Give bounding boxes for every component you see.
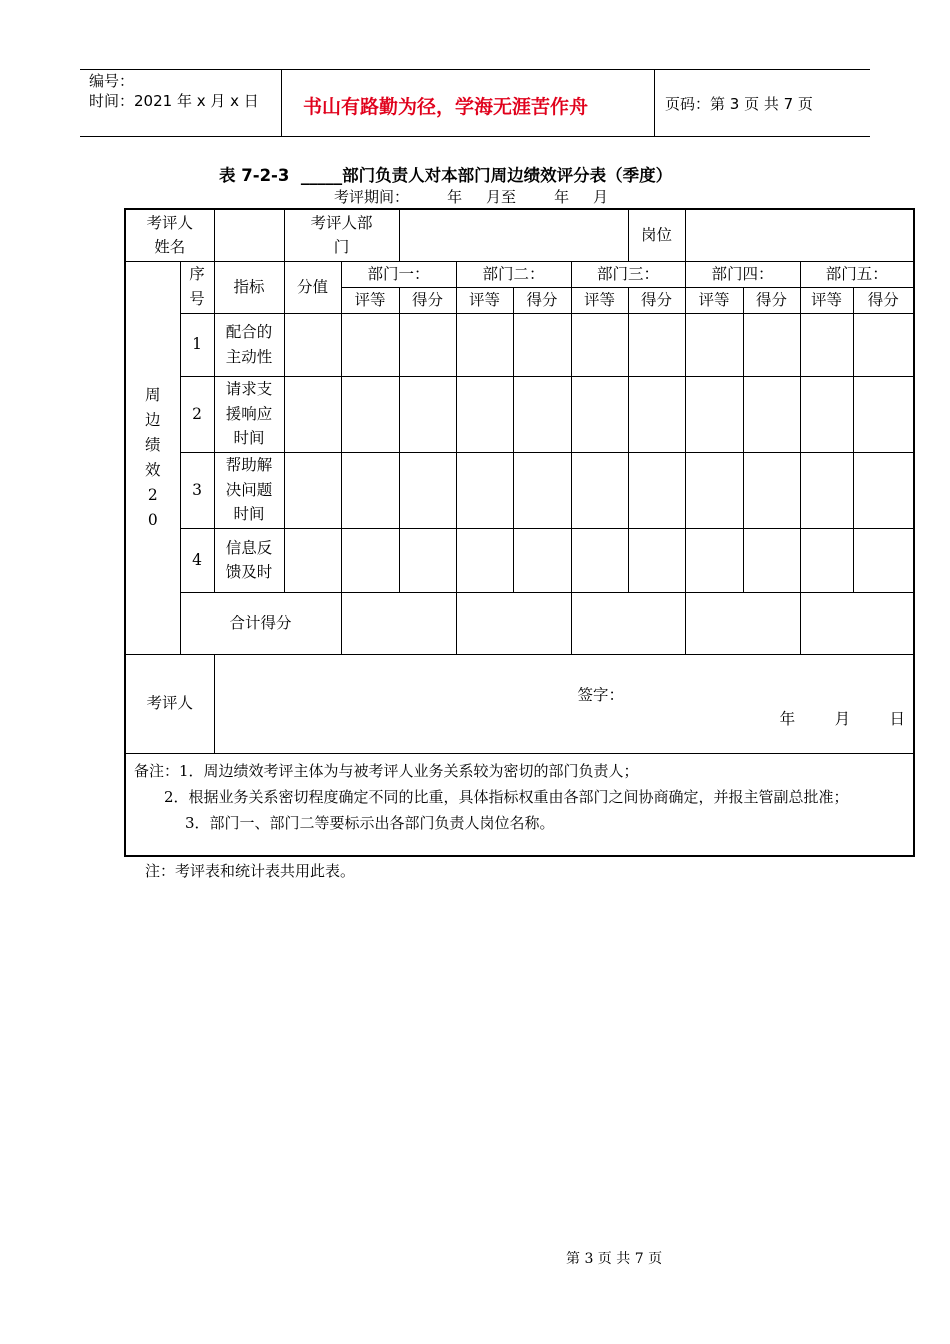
dept-1-header: 部门一： <box>341 261 456 287</box>
score-cell[interactable] <box>743 452 800 528</box>
rating-header: 评等 <box>685 287 743 313</box>
score-header: 得分 <box>399 287 456 313</box>
total-row <box>125 592 914 654</box>
appraiser-name-label: 考评人姓名 <box>125 209 214 261</box>
score-cell[interactable] <box>628 528 685 592</box>
rating-cell[interactable] <box>341 528 399 592</box>
table-row <box>125 452 914 528</box>
position-field[interactable] <box>685 209 914 261</box>
table-row <box>125 376 914 452</box>
score-value-cell[interactable] <box>284 376 341 452</box>
score-value-cell[interactable] <box>284 528 341 592</box>
score-cell[interactable] <box>399 376 456 452</box>
rating-cell[interactable] <box>456 528 513 592</box>
dept-3-header: 部门三： <box>571 261 685 287</box>
rating-cell[interactable] <box>571 528 628 592</box>
page-footer: 第 3 页 共 7 页 <box>566 1251 663 1267</box>
score-value-header: 分值 <box>284 261 341 313</box>
score-cell[interactable] <box>513 313 571 376</box>
rating-cell[interactable] <box>571 376 628 452</box>
score-cell[interactable] <box>853 528 914 592</box>
signature-date: 年 月 日 <box>779 709 905 728</box>
appraiser-label: 考评人 <box>125 654 214 753</box>
doc-time-label: 时间：2021 年 x 月 x 日 <box>89 92 259 110</box>
rating-cell[interactable] <box>456 376 513 452</box>
total-dept-3[interactable] <box>571 592 685 654</box>
dept-5-header: 部门五： <box>800 261 914 287</box>
header-bottom-rule <box>80 136 870 137</box>
category-label: 周边绩效20 <box>144 385 161 529</box>
score-cell[interactable] <box>513 376 571 452</box>
rating-header: 评等 <box>571 287 628 313</box>
table-row <box>125 313 914 376</box>
rating-header: 评等 <box>800 287 853 313</box>
score-cell[interactable] <box>513 528 571 592</box>
score-cell[interactable] <box>399 452 456 528</box>
row-number: 4 <box>180 528 214 592</box>
motto: 书山有路勤为径，学海无涯苦作舟 <box>303 96 589 118</box>
score-cell[interactable] <box>628 376 685 452</box>
rating-cell[interactable] <box>800 313 853 376</box>
total-dept-2[interactable] <box>456 592 571 654</box>
score-cell[interactable] <box>853 376 914 452</box>
signature-label: 签字： <box>577 685 625 704</box>
header-divider <box>654 69 655 136</box>
score-cell[interactable] <box>399 313 456 376</box>
note-line-1: 备注：1．周边绩效考评主体为与被考评人业务关系较为密切的部门负责人； <box>134 761 639 780</box>
signature-area[interactable] <box>214 654 914 753</box>
rating-cell[interactable] <box>456 452 513 528</box>
category-cell <box>125 261 180 654</box>
appraisal-table <box>124 208 915 857</box>
score-cell[interactable] <box>853 313 914 376</box>
score-header: 得分 <box>853 287 914 313</box>
score-cell[interactable] <box>743 528 800 592</box>
rating-cell[interactable] <box>571 313 628 376</box>
rating-cell[interactable] <box>800 528 853 592</box>
score-cell[interactable] <box>743 313 800 376</box>
header-top-rule <box>80 69 870 70</box>
rating-cell[interactable] <box>800 452 853 528</box>
score-value-cell[interactable] <box>284 452 341 528</box>
rating-cell[interactable] <box>341 313 399 376</box>
total-dept-1[interactable] <box>341 592 456 654</box>
notes-cell <box>125 753 914 856</box>
rating-header: 评等 <box>456 287 513 313</box>
total-dept-4[interactable] <box>685 592 800 654</box>
score-cell[interactable] <box>628 452 685 528</box>
score-cell[interactable] <box>399 528 456 592</box>
score-header: 得分 <box>513 287 571 313</box>
score-header: 得分 <box>628 287 685 313</box>
rating-cell[interactable] <box>456 313 513 376</box>
dept-4-header: 部门四： <box>685 261 800 287</box>
total-dept-5[interactable] <box>800 592 914 654</box>
score-cell[interactable] <box>853 452 914 528</box>
row-number: 3 <box>180 452 214 528</box>
row-number: 1 <box>180 313 214 376</box>
appraiser-name-field[interactable] <box>214 209 284 261</box>
rating-header: 评等 <box>341 287 399 313</box>
score-header: 得分 <box>743 287 800 313</box>
footnote: 注：考评表和统计表共用此表。 <box>145 862 356 880</box>
appraiser-dept-field[interactable] <box>399 209 628 261</box>
score-cell[interactable] <box>743 376 800 452</box>
rating-cell[interactable] <box>685 528 743 592</box>
rating-cell[interactable] <box>571 452 628 528</box>
score-cell[interactable] <box>628 313 685 376</box>
appraiser-dept-label: 考评人部门 <box>284 209 399 261</box>
page-title: 表 7-2-3 _____部门负责人对本部门周边绩效评分表（季度） <box>219 166 673 185</box>
score-value-cell[interactable] <box>284 313 341 376</box>
indicator-name: 请求支援响应时间 <box>214 376 284 452</box>
note-line-2: 2．根据业务关系密切程度确定不同的比重，具体指标权重由各部门之间协商确定，并报主管副总批准； <box>164 787 849 806</box>
dept-2-header: 部门二： <box>456 261 571 287</box>
note-line-3: 3．部门一、部门二等要标示出各部门负责人岗位名称。 <box>185 813 555 832</box>
rating-cell[interactable] <box>341 376 399 452</box>
indicator-name: 配合的主动性 <box>214 313 284 376</box>
seq-header: 序号 <box>180 261 214 313</box>
row-number: 2 <box>180 376 214 452</box>
indicator-name: 信息反馈及时 <box>214 528 284 592</box>
rating-cell[interactable] <box>685 376 743 452</box>
rating-cell[interactable] <box>800 376 853 452</box>
doc-code-label: 编号： <box>89 72 135 90</box>
rating-cell[interactable] <box>685 313 743 376</box>
total-label: 合计得分 <box>180 592 341 654</box>
position-label: 岗位 <box>628 209 685 261</box>
header-divider <box>281 69 282 136</box>
indicator-name: 帮助解决问题时间 <box>214 452 284 528</box>
rating-cell[interactable] <box>685 452 743 528</box>
appraisal-period: 考评期间： 年 月至 年 月 <box>334 188 608 206</box>
page-info: 页码：第 3 页 共 7 页 <box>665 95 813 113</box>
indicator-header: 指标 <box>214 261 284 313</box>
score-cell[interactable] <box>513 452 571 528</box>
table-row <box>125 528 914 592</box>
rating-cell[interactable] <box>341 452 399 528</box>
